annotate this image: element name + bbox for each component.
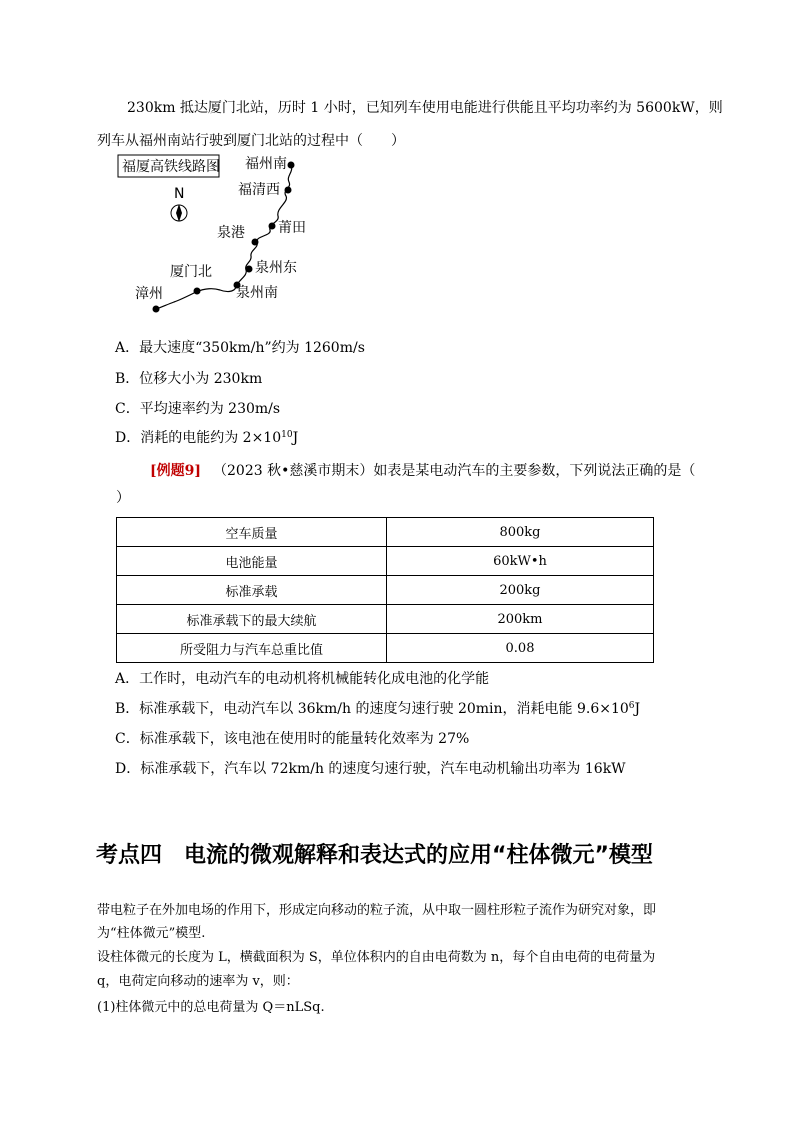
table-cell-label: 空车质量 <box>117 518 387 547</box>
table-cell-label: 所受阻力与汽车总重比值 <box>117 634 387 663</box>
table-cell-value: 0.08 <box>387 634 654 663</box>
q8-option-b: B．位移大小为 230km <box>115 371 263 387</box>
station-label-zhangzhou: 漳州 <box>135 286 163 302</box>
q9-option-b <box>115 699 640 719</box>
north-label: N <box>174 186 185 202</box>
table-cell-label: 标准承载 <box>117 576 387 605</box>
table-cell-label: 标准承载下的最大续航 <box>117 605 387 634</box>
station-label-quanzhoudong: 泉州东 <box>255 260 297 276</box>
q9-option-b-text: B．标准承载下，电动汽车以 36km/h 的速度匀速行驶 20min，消耗电能 9.6×10 <box>115 701 629 717</box>
station-label-quangang: 泉港 <box>217 225 245 241</box>
table-cell-value: 60kW•h <box>387 547 654 576</box>
station-label-quanzhounan: 泉州南 <box>236 285 278 301</box>
section-paragraph-3: 设柱体微元的长度为 L，横截面积为 S，单位体积内的自由电荷数为 n，每个自由电荷的电荷量为 <box>97 950 656 965</box>
station-label-fuqingxi: 福清西 <box>238 182 280 198</box>
table-row <box>117 547 654 576</box>
section-title: 考点四 电流的微观解释和表达式的应用“柱体微元”模型 <box>96 843 653 868</box>
q8-option-c: C．平均速率约为 230m/s <box>115 401 281 417</box>
q8-option-d-unit: J <box>292 430 299 446</box>
section-paragraph-4: q，电荷定向移动的速率为 v，则： <box>97 974 299 989</box>
question-line-1: 230km 抵达厦门北站，历时 1 小时，已知列车使用电能进行供能且平均功率约为 5600kW，则 <box>127 100 723 116</box>
station-dot-putian <box>269 223 276 230</box>
example9-close: ） <box>116 490 130 506</box>
q9-option-c: C．标准承载下，该电池在使用时的能量转化效率为 27% <box>115 731 470 747</box>
question-line-2: 列车从福州南站行驶到厦门北站的过程中（ ） <box>97 133 405 149</box>
q9-option-b-unit: J <box>634 701 641 717</box>
section-paragraph-1: 带电粒子在外加电场的作用下，形成定向移动的粒子流，从中取一圆柱形粒子流作为研究对象，即 <box>97 903 657 918</box>
params-table <box>116 517 654 663</box>
station-dot-fuzhounan <box>288 162 295 169</box>
station-dot-zhangzhou <box>153 306 160 313</box>
station-dot-xiamenbei <box>194 288 201 295</box>
station-dot-fuqingxi <box>285 187 292 194</box>
q9-option-d: D．标准承载下，汽车以 72km/h 的速度匀速行驶，汽车电动机输出功率为 16kW <box>115 761 626 777</box>
q9-option-a: A．工作时，电动汽车的电动机将机械能转化成电池的化学能 <box>115 671 490 687</box>
table-cell-value: 200km <box>387 605 654 634</box>
station-dot-quanzhoudong <box>246 266 253 273</box>
example9-label: [例题9] <box>150 463 201 479</box>
example9-text: （2023 秋•慈溪市期末）如表是某电动汽车的主要参数，下列说法正确的是（ <box>213 463 696 479</box>
section-paragraph-2: 为“柱体微元”模型. <box>97 926 206 941</box>
q8-option-d <box>115 428 298 448</box>
section-paragraph-5: (1)柱体微元中的总电荷量为 Q＝nLSq. <box>97 1000 325 1015</box>
station-dot-quangang <box>252 239 259 246</box>
table-cell-label: 电池能量 <box>117 547 387 576</box>
station-label-xiamenbei: 厦门北 <box>170 264 212 280</box>
q8-option-a: A．最大速度“350km/h”约为 1260m/s <box>115 340 365 356</box>
map-title: 福厦高铁线路图 <box>122 159 220 175</box>
compass-icon <box>171 204 187 222</box>
table-row <box>117 518 654 547</box>
table-row <box>117 576 654 605</box>
railway-map <box>110 150 320 320</box>
q8-option-d-exponent: 10 <box>281 430 293 440</box>
q9-option-b-exponent: 6 <box>628 701 635 711</box>
station-label-putian: 莆田 <box>278 220 306 236</box>
example9-stem <box>150 461 695 481</box>
table-cell-value: 800kg <box>387 518 654 547</box>
table-cell-value: 200kg <box>387 576 654 605</box>
table-row <box>117 634 654 663</box>
q8-option-d-text: D．消耗的电能约为 2×10 <box>115 430 282 446</box>
table-row <box>117 605 654 634</box>
station-label-fuzhounan: 福州南 <box>245 156 287 172</box>
